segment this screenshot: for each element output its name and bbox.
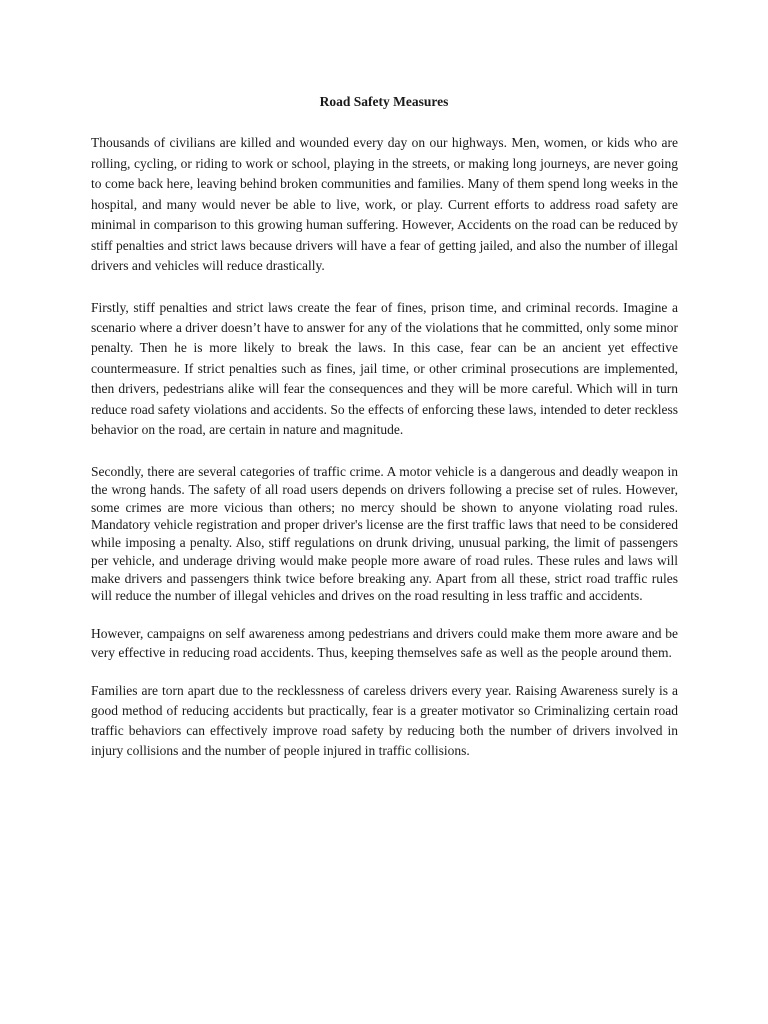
paragraph-intro: Thousands of civilians are killed and wounded every day on our highways. Men, women, or kids who are rolling, cycling, or riding to work or school, playing in the streets, or making long journeys, are never going to come back here, leaving behind broken communities and families. Many of them spend long weeks in the hospital, and many would never be able to live, work, or play. Current efforts to address road safety are minimal in comparison to this growing human suffering. However, Accidents on the road can be reduced by stiff penalties and strict laws because drivers will have a fear of getting jailed, and also the number of illegal drivers and vehicles will reduce drastically. xyxy=(91,135,678,273)
document-body xyxy=(91,133,678,761)
paragraph-firstly: Firstly, stiff penalties and strict laws create the fear of fines, prison time, and criminal records. Imagine a scenario where a driver doesn’t have to answer for any of the violations that he committed, only some minor penalty. Then he is more likely to break the laws. In this case, fear can be an ancient yet effective countermeasure. If strict penalties such as fines, jail time, or other criminal prosecutions are implemented, then drivers, pedestrians alike will fear the consequences and they will be more careful. Which will in turn reduce road safety violations and accidents. So the effects of enforcing these laws, intended to deter reckless behavior on the road, are certain in nature and magnitude. xyxy=(91,299,678,437)
paragraph-however: However, campaigns on self awareness among pedestrians and drivers could make them more aware and be very effective in reducing road accidents. Thus, keeping themselves safe as well as the people around them. xyxy=(91,625,678,660)
document-title: Road Safety Measures xyxy=(319,94,449,109)
paragraph-secondly: Secondly, there are several categories of traffic crime. A motor vehicle is a dangerous and deadly weapon in the wrong hands. The safety of all road users depends on drivers following a precise set of rules. However, some crimes are more vicious than others; no mercy should be shown to anyone violating road rules. Mandatory vehicle registration and proper driver's license are the first traffic laws that need to be considered while imposing a penalty. Also, stiff regulations on drunk driving, unusual parking, the limit of passengers per vehicle, and underage driving would make people more aware of road rules. These rules and laws will make drivers and passengers think twice before breaking any. Apart from all these, strict road traffic rules will reduce the number of illegal vehicles and drives on the road resulting in less traffic and accidents. xyxy=(91,464,678,604)
paragraph-conclusion: Families are torn apart due to the recklessness of careless drivers every year. Raising Awareness surely is a good method of reducing accidents but practically, fear is a greater motivator so Criminalizing certain road traffic behaviors can effectively improve road safety by reducing both the number of drivers involved in injury collisions and the number of people injured in traffic collisions. xyxy=(91,682,678,758)
